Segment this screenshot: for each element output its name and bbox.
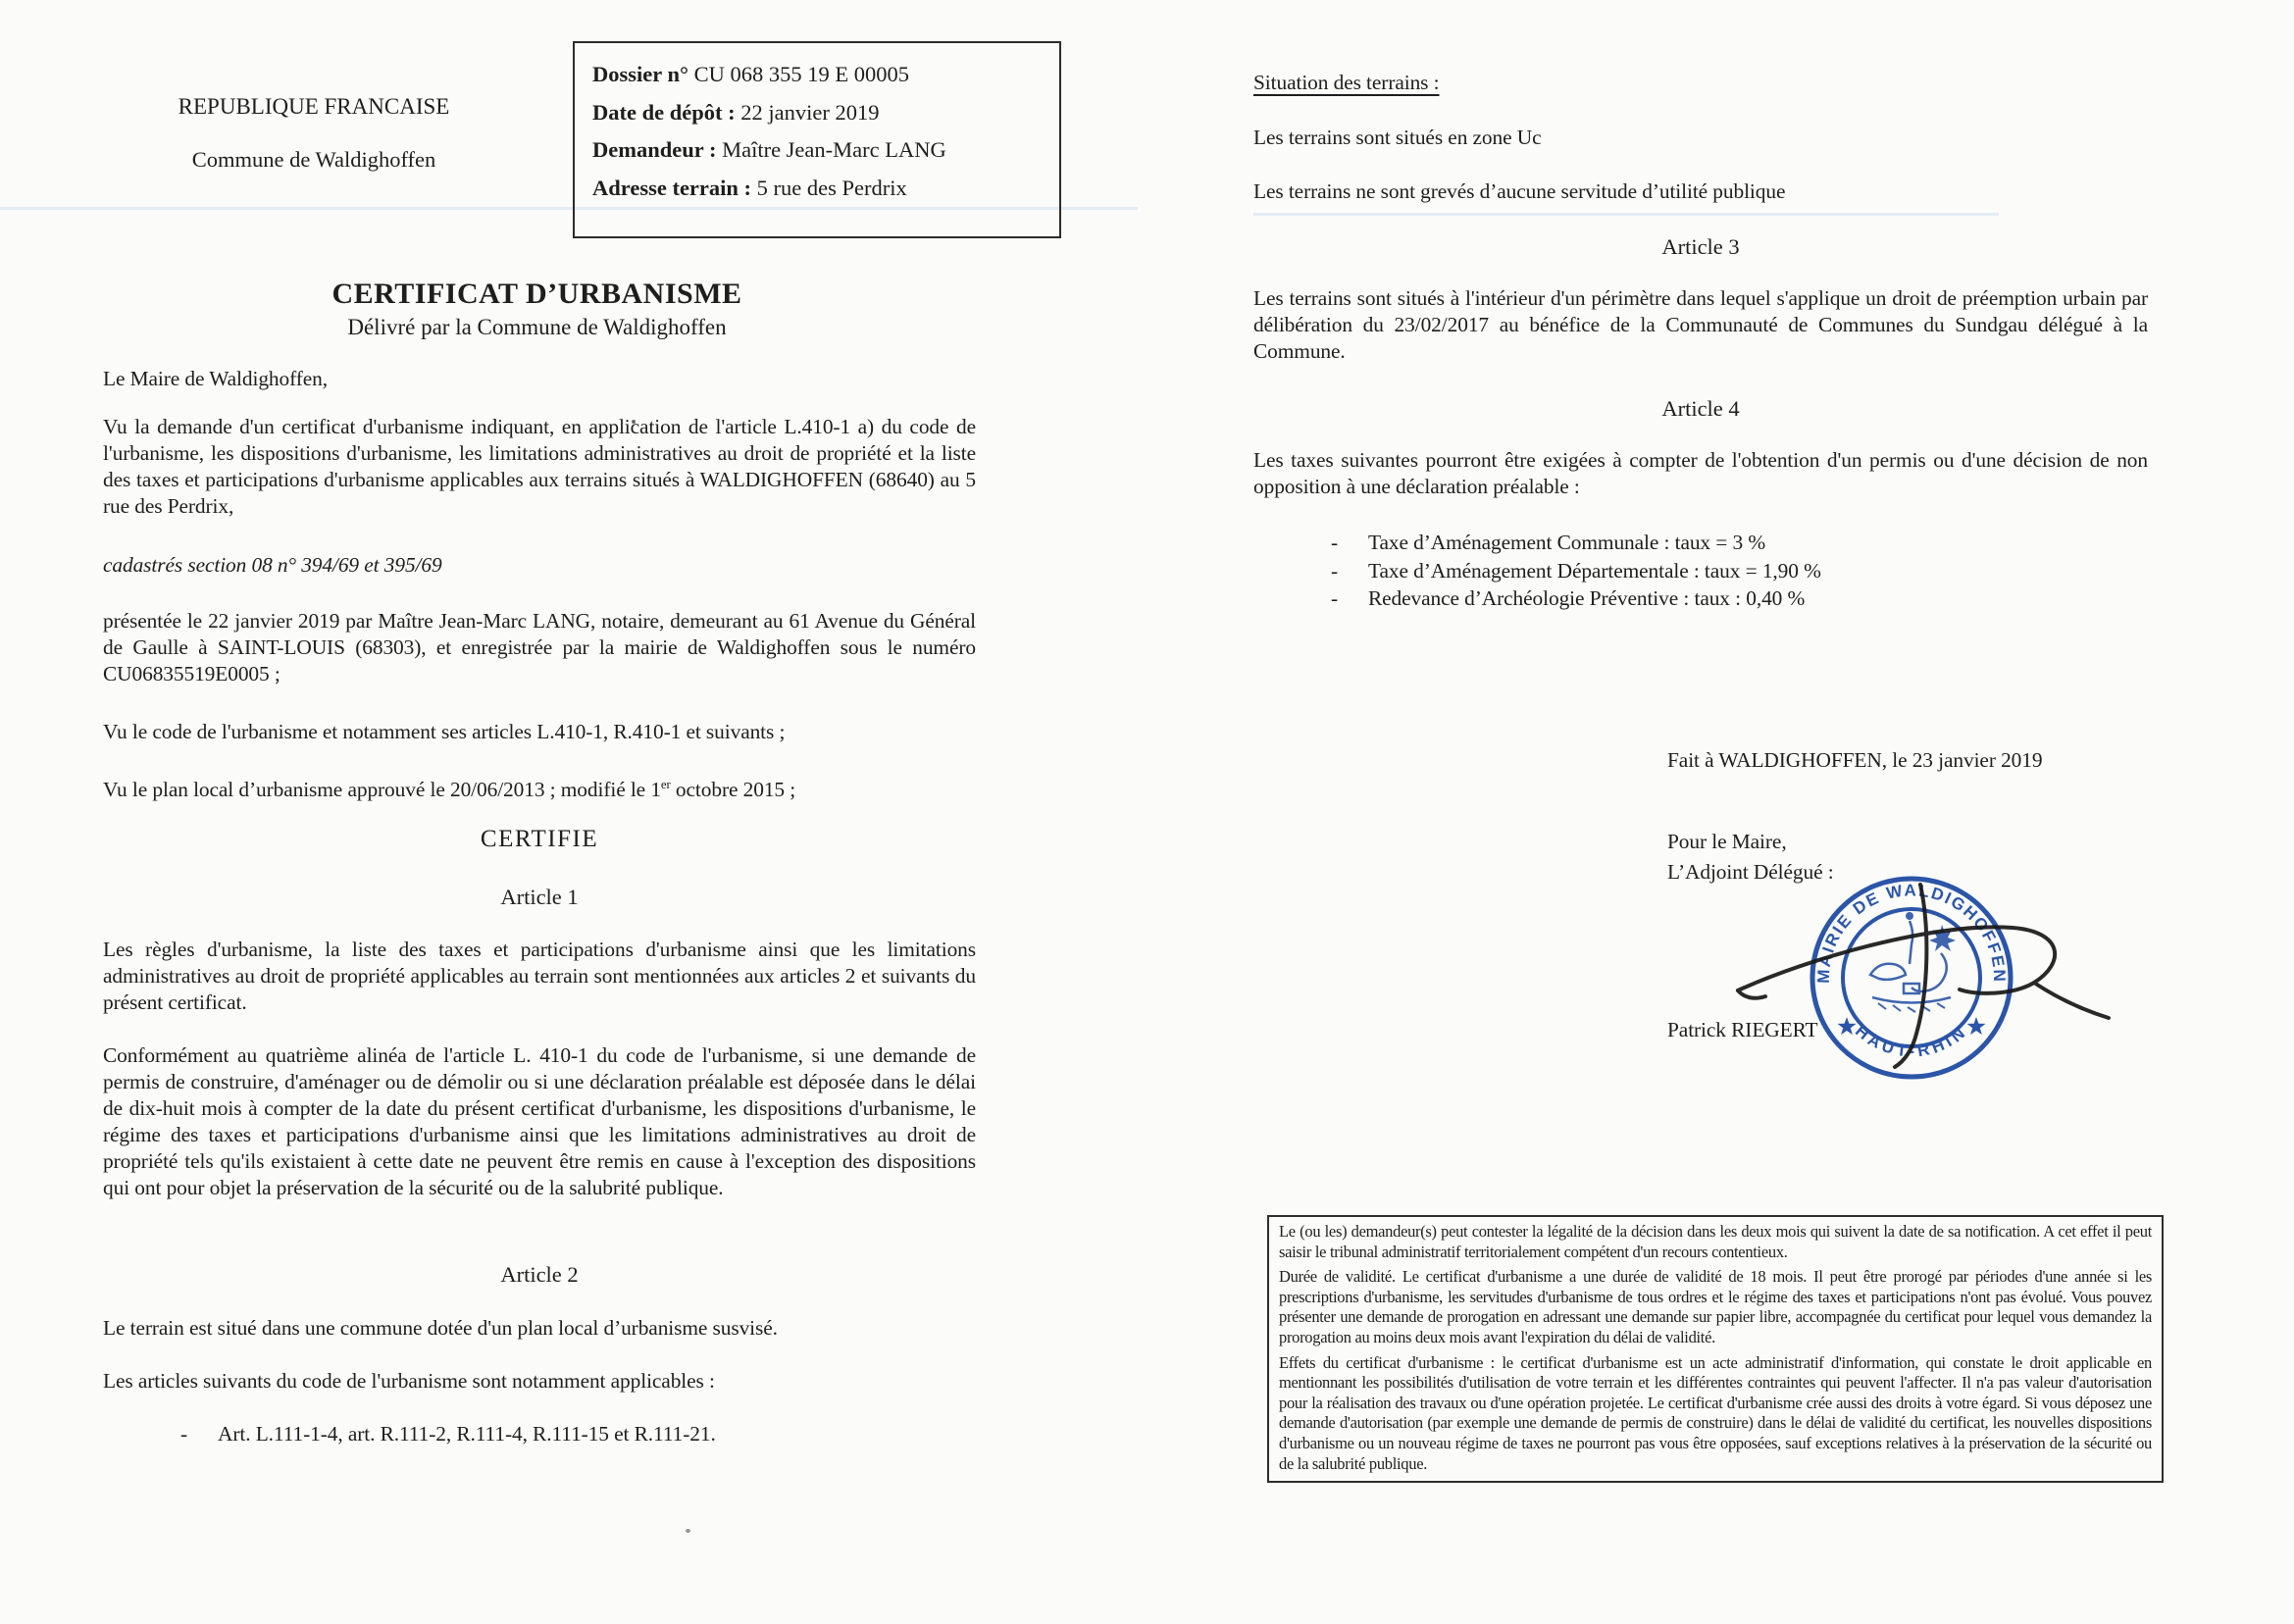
paragraph-vu-plan: Vu le plan local d’urbanisme approuvé le 20/06/2013 ; modifié le 1er octobre 2015 ; — [103, 778, 796, 802]
terrain-address-row — [592, 170, 1042, 208]
tax-list-item — [1331, 529, 2225, 557]
paragraph-vu-demande: Vu la demande d'un certificat d'urbanisme indiquant, en application de l'article L.410-1 a) du code de l'urbanisme, les dispositions d'urbanisme, les limitations administratives au droit de propriété et la liste des taxes et participations d'urbanisme applicables aux terrains situés à WALDIGHOFFEN (68640) au 5 rue des Perdrix, — [103, 415, 976, 518]
paragraph-regles: Les règles d'urbanisme, la liste des taxes et participations d'urbanisme ainsi que les limitations administratives au droit de propriété applicables au terrain sont mentionnées aux articles 2 et suivants du présent certificat. — [103, 938, 976, 1014]
deposit-date-label: Date de dépôt : — [592, 99, 736, 125]
paragraph-cadastres: cadastrés section 08 n° 394/69 et 395/69 — [103, 553, 442, 577]
paragraph-fait-a: Fait à WALDIGHOFFEN, le 23 janvier 2019 — [1667, 748, 2043, 772]
applicant-row — [592, 131, 1042, 170]
deposit-date-row — [592, 94, 1042, 132]
list-dash: - — [180, 1422, 188, 1446]
paragraph-preemption: Les terrains sont situés à l'intérieur d'un périmètre dans lequel s'applique un droit de préemption urbain par délibération du 23/02/2017 au bénéfice de la Communauté de Communes du Sundgau délégué à la Commune. — [1253, 286, 2148, 363]
paragraph-pour-le-maire: Pour le Maire, — [1667, 830, 1787, 853]
signatory-name: Patrick RIEGERT — [1667, 1018, 1818, 1041]
tax-item-text: Redevance d’Archéologie Préventive : taux : 0,40 % — [1368, 586, 1806, 610]
paragraph-servitude: Les terrains ne sont grevés d’aucune servitude d’utilité publique — [1253, 179, 1786, 203]
paragraph-presentee: présentée le 22 janvier 2019 par Maître Jean-Marc LANG, notaire, demeurant au 61 Avenue du Général de Gaulle à SAINT-LOUIS (68303), et enregistrée par la mairie de Waldighoffen sous le numéro CU06835519E0005 ; — [103, 609, 976, 685]
heading-certifie: CERTIFIE — [480, 826, 599, 852]
commune-heading: Commune de Waldighoffen — [191, 147, 436, 172]
legal-paragraph-recours: Le (ou les) demandeur(s) peut contester la légalité de la décision dans les deux mois qui suivent la date de sa notification. A cet effet il peut saisir le tribunal administratif territorialement compétent d'un recours contentieux. — [1279, 1222, 2152, 1261]
scan-speck — [686, 1529, 690, 1533]
superscript-er: er — [660, 778, 671, 791]
heading-article-3: Article 3 — [1661, 234, 1740, 259]
tax-item-text: Taxe d’Aménagement Départementale : taux = 1,90 % — [1368, 558, 1821, 583]
terrain-address-label: Adresse terrain : — [592, 175, 752, 200]
paragraph-zone: Les terrains sont situés en zone Uc — [1253, 126, 1542, 149]
stamp-bottom-text: HAUT-RHIN — [1852, 1021, 1971, 1061]
paragraph-taxes: Les taxes suivantes pourront être exigées à compter de l'obtention d'un permis ou d'une décision de non opposition à une déclaration préalable : — [1253, 448, 2148, 498]
paragraph-maire: Le Maire de Waldighoffen, — [103, 367, 329, 390]
heading-situation-terrains: Situation des terrains : — [1253, 71, 1440, 94]
applicant-label: Demandeur : — [592, 137, 717, 162]
tax-item-text: Taxe d’Aménagement Communale : taux = 3 % — [1368, 531, 1766, 554]
heading-article-4: Article 4 — [1661, 396, 1740, 421]
tax-list-item — [1331, 584, 2225, 613]
paragraph-adjoint-delegue: L’Adjoint Délégué : — [1667, 860, 1834, 884]
list-item-text: Art. L.111-1-4, art. R.111-2, R.111-4, R.111-15 et R.111-21. — [218, 1422, 716, 1446]
list-dash: - — [1331, 586, 1339, 610]
tax-list-item — [1331, 557, 2225, 585]
taxes-list — [1253, 529, 2225, 613]
legal-paragraph-effets: Effets du certificat d'urbanisme : le certificat d'urbanisme est un acte administratif d'information, qui constate le droit applicable en mentionnant les possibilités d'utilisation de votre terrain et les différentes contraintes qui peuvent l'affecter. Il n'a pas valeur d'autorisation pour la réalisation des travaux ou d'une opération projetée. Le certificat d'urbanisme crée aussi des droits à votre égard. Si vous déposez une demande d'autorisation (par exemple une demande de permis de construire) dans le délai de validité du certificat, les nouvelles dispositions d'urbanisme ou un nouveau régime de taxes ne pourront pas vous être opposées, sauf exceptions relatives à la préservation de la sécurité ou de la salubrité publique. — [1279, 1352, 2152, 1473]
deposit-date-value: 22 janvier 2019 — [740, 99, 880, 125]
paragraph-articles-suivants: Les articles suivants du code de l'urbanisme sont notamment applicables : — [103, 1369, 715, 1393]
paragraph-vu-code: Vu le code de l'urbanisme et notamment ses articles L.410-1, R.410-1 et suivants ; — [103, 720, 786, 743]
terrain-address-value: 5 rue des Perdrix — [756, 175, 907, 200]
list-dash: - — [1331, 558, 1339, 583]
page-subtitle: Délivré par la Commune de Waldighoffen — [347, 315, 727, 339]
legal-notice-box — [1267, 1215, 2164, 1483]
list-dash: - — [1331, 531, 1339, 554]
dossier-number-row — [592, 56, 1042, 94]
republic-heading: REPUBLIQUE FRANCAISE — [178, 94, 450, 119]
dossier-info-box — [573, 41, 1061, 238]
paragraph-conformement: Conformément au quatrième alinéa de l'article L. 410-1 du code de l'urbanisme, si une demande de permis de construire, d'aménager ou de démolir ou si une déclaration préalable est déposée dans le délai de dix-huit mois à compter de la date du présent certificat d'urbanisme, les dispositions d'urbanisme, le régime des taxes et participations d'urbanisme ainsi que les limitations administratives au droit de propriété tels qu'ils existaient à cette date ne peuvent être remis en cause à l'exception des dispositions qui ont pour objet la préservation de la sécurité ou de la salubrité publique. — [103, 1043, 976, 1199]
stamp-top-text: MAIRIE DE WALDIGHOFFEN — [1813, 881, 2010, 985]
dossier-number-value: CU 068 355 19 E 00005 — [693, 62, 909, 86]
legal-paragraph-duree-validite: Durée de validité. Le certificat d'urbanisme a une durée de validité de 18 mois. Il peut être prorogé par périodes d'une année si les prescriptions d'urbanisme, les servitudes d'urbanisme de tous ordres et le régime des taxes et participations n'ont pas évolué. Vous pouvez présenter une demande de prorogation en adressant une demande sur papier libre, accompagnée du certificat pour lequel vous demandez la prorogation au moins deux mois avant l'expiration du délai de validité. — [1279, 1267, 2152, 1346]
heading-article-1: Article 1 — [500, 885, 579, 909]
scan-streak — [1253, 213, 1999, 216]
list-item-codes — [103, 1421, 1053, 1447]
signature — [1718, 845, 2140, 1100]
heading-article-2: Article 2 — [500, 1262, 579, 1287]
paragraph-terrain: Le terrain est situé dans une commune dotée d'un plan local d’urbanisme susvisé. — [103, 1316, 778, 1340]
applicant-value: Maître Jean-Marc LANG — [722, 137, 946, 162]
dossier-number-label: Dossier n° — [592, 62, 688, 86]
page-title: CERTIFICAT D’URBANISME — [331, 278, 742, 310]
